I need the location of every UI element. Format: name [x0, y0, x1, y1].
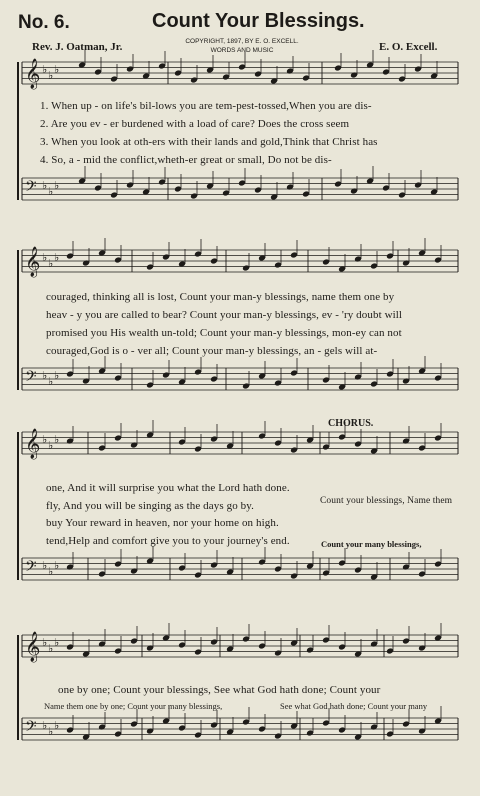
- verse-3-line-1: 3. When you look at oth-ers with their lands and gold,Think that Christ has: [40, 136, 378, 148]
- treble-clef: 𝄞: [25, 59, 41, 89]
- flat-sign: ♭: [48, 565, 54, 578]
- copyright-line-1: COPYRIGHT, 1897, BY E. O. EXCELL.: [185, 38, 299, 45]
- verse-2-line-2: heav - y you are called to bear? Count your man-y blessings, ev - 'ry doubt will: [46, 309, 403, 321]
- flat-sign: ♭: [48, 725, 54, 738]
- verse-4-line-3: tend,Help and comfort give you to your journey's end.: [46, 535, 290, 547]
- chorus-refrain-text: Count your blessings, Name them: [320, 496, 453, 506]
- flat-sign: ♭: [54, 719, 60, 732]
- flat-sign: ♭: [54, 179, 60, 192]
- bass-clef: 𝄢: [25, 718, 37, 739]
- verse-4-line-1: 4. So, a - mid the conflict,wheth-er great or small, Do not be dis-: [40, 154, 332, 166]
- bass-cue-left: Name them one by one; Count your many blessings,: [44, 701, 223, 711]
- chorus-label: CHORUS.: [328, 418, 374, 429]
- flat-sign: ♭: [42, 559, 48, 572]
- hymn-number: No. 6.: [18, 12, 70, 33]
- flat-sign: ♭: [54, 63, 60, 76]
- flat-sign: ♭: [42, 636, 48, 649]
- composer-credit: E. O. Excell.: [379, 41, 438, 53]
- flat-sign: ♭: [54, 251, 60, 264]
- flat-sign: ♭: [42, 179, 48, 192]
- bass-cue-right: See what God hath done; Count your many: [280, 701, 428, 711]
- lyricist-credit: Rev. J. Oatman, Jr.: [32, 41, 123, 53]
- treble-clef: 𝄞: [25, 429, 41, 459]
- bass-clef: 𝄢: [25, 178, 37, 199]
- flat-sign: ♭: [42, 433, 48, 446]
- verse-3-line-2: promised you His wealth un-told; Count your man-y blessings, mon-ey can not: [46, 327, 402, 339]
- verse-2-line-1: 2. Are you ev - er burdened with a load of care? Does the cross seem: [40, 118, 350, 130]
- bass-clef: 𝄢: [25, 368, 37, 389]
- verse-1-line-3: one, And it will surprise you what the Lord hath done.: [46, 482, 290, 494]
- flat-sign: ♭: [42, 719, 48, 732]
- verse-1-line-2: couraged, thinking all is lost, Count your man-y blessings, name them one by: [46, 291, 395, 303]
- flat-sign: ♭: [48, 375, 54, 388]
- verse-1-line-1: 1. When up - on life's bil-lows you are tem-pest-tossed,When you are dis-: [40, 100, 372, 112]
- flat-sign: ♭: [54, 636, 60, 649]
- flat-sign: ♭: [48, 185, 54, 198]
- chorus-lyric-line: one by one; Count your blessings, See what God hath done; Count your: [58, 684, 381, 696]
- flat-sign: ♭: [42, 63, 48, 76]
- bass-cue-text: Count your many blessings,: [321, 539, 422, 549]
- flat-sign: ♭: [48, 257, 54, 270]
- flat-sign: ♭: [54, 559, 60, 572]
- treble-clef: 𝄞: [25, 632, 41, 662]
- flat-sign: ♭: [48, 439, 54, 452]
- flat-sign: ♭: [54, 369, 60, 382]
- flat-sign: ♭: [48, 642, 54, 655]
- treble-clef: 𝄞: [25, 247, 41, 277]
- flat-sign: ♭: [48, 69, 54, 82]
- verse-4-line-2: couraged,God is o - ver all; Count your man-y blessings, an - gels will at-: [46, 345, 378, 357]
- flat-sign: ♭: [42, 251, 48, 264]
- copyright-line-2: WORDS AND MUSIC: [210, 47, 274, 54]
- bass-clef: 𝄢: [25, 558, 37, 579]
- verse-3-line-3: buy Your reward in heaven, nor your home on high.: [46, 517, 279, 529]
- flat-sign: ♭: [54, 433, 60, 446]
- verse-2-line-3: fly, And you will be singing as the days go by.: [46, 500, 254, 512]
- flat-sign: ♭: [42, 369, 48, 382]
- hymn-title: Count Your Blessings.: [152, 10, 365, 32]
